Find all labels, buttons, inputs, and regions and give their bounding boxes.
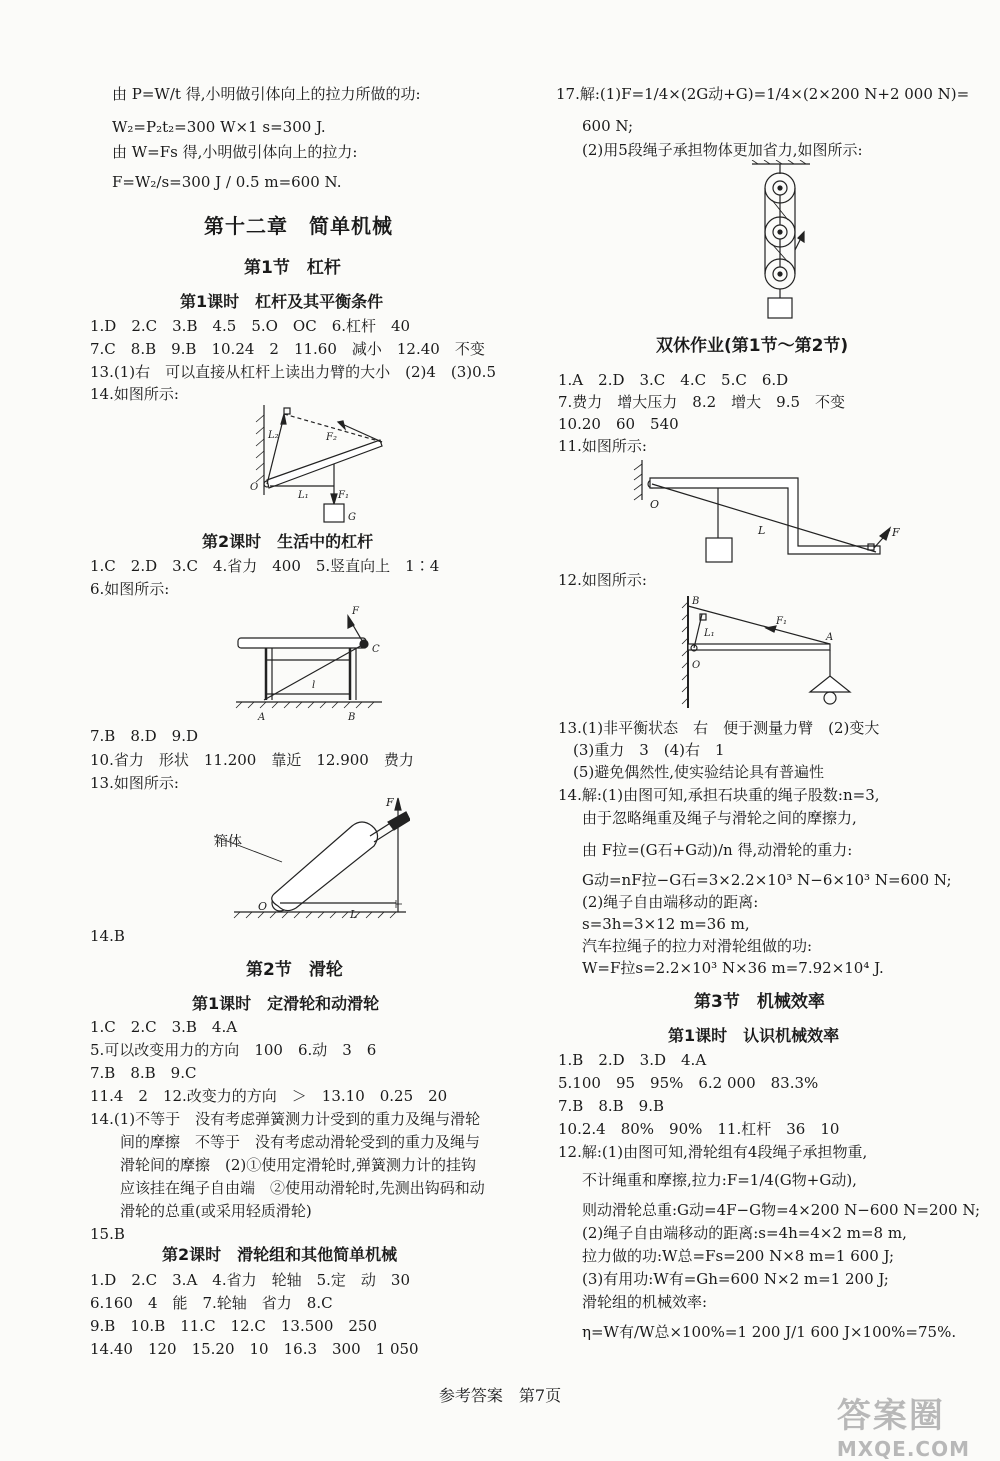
answer-line: 由于忽略绳重及绳子与滑轮之间的摩擦力, <box>582 809 857 827</box>
answer-line: 6.如图所示: <box>90 580 170 598</box>
answer-line: 14.(1)不等于 没有考虑弹簧测力计受到的重力及绳与滑轮 <box>90 1110 481 1128</box>
answer-line: 11.4 2 12.改变力的方向 ＞ 13.10 0.25 20 <box>90 1087 448 1105</box>
answer-line: 7.C 8.B 9.B 10.24 2 11.60 减小 12.40 不变 <box>90 340 485 358</box>
lever-diagram-14 <box>250 400 400 530</box>
label-B: B <box>348 712 356 723</box>
answer-line: 应该挂在绳子自由端 ②使用动滑轮时,先测出钩码和动 <box>90 1179 485 1197</box>
text-line: (2)用5段绳子承担物体更加省力,如图所示: <box>582 141 863 159</box>
table-lever-diagram-6 <box>232 598 392 723</box>
label-L2: L₂ <box>268 430 279 441</box>
answer-line: 13.(1)非平衡状态 右 便于测量力臂 (2)变大 <box>558 719 880 737</box>
answer-line: 由 F拉=(G石+G动)/n 得,动滑轮的重力: <box>582 841 853 859</box>
answer-line: 5.可以改变用力的方向 100 6.动 3 6 <box>90 1041 377 1059</box>
bent-lever-diagram-11 <box>628 456 908 576</box>
answer-line: W=F拉s=2.2×10³ N×36 m=7.92×10⁴ J. <box>582 959 884 977</box>
answer-line: 则动滑轮总重:G动=4F−G物=4×200 N−600 N=200 N; <box>582 1201 981 1219</box>
label-A: A <box>826 632 834 643</box>
label-F: F <box>892 526 900 539</box>
watermark-logo <box>837 1388 970 1461</box>
text-line: 600 N; <box>582 117 634 135</box>
text-line: 17.解:(1)F=1/4×(2G动+G)=1/4×(2×200 N+2 000 N)= <box>556 85 970 103</box>
watermark-bottom: MXQE.COM <box>836 1437 970 1461</box>
answer-line: 13.(1)右 可以直接从杠杆上读出力臂的大小 (2)4 (3)0.5 <box>90 363 496 381</box>
section-title: 第1节 杠杆 <box>244 258 341 278</box>
answer-line: 12.如图所示: <box>558 571 647 589</box>
chapter-title: 第十二章 简单机械 <box>204 214 393 238</box>
label-G: G <box>348 512 356 523</box>
answer-line: (3)有用功:W有=Gh=600 N×2 m=1 200 J; <box>582 1270 889 1288</box>
label-F2: F₂ <box>326 432 337 443</box>
answer-line: (2)绳子自由端移动的距离:s=4h=4×2 m=8 m, <box>582 1224 907 1242</box>
answer-line: 滑轮的总重(或采用轻质滑轮) <box>90 1202 312 1220</box>
label-L1: L₁ <box>298 490 309 501</box>
text-line: W₂=P₂t₂=300 W×1 s=300 J. <box>112 118 326 136</box>
answer-line: 7.B 8.D 9.D <box>90 727 199 745</box>
answer-line: 7.B 8.B 9.C <box>90 1064 197 1082</box>
lesson-title: 第1课时 认识机械效率 <box>668 1026 840 1045</box>
answer-line: 汽车拉绳子的拉力对滑轮组做的功: <box>582 937 813 955</box>
answer-line: 9.B 10.B 11.C 12.C 13.500 250 <box>90 1317 377 1335</box>
label-F1: F₁ <box>776 616 787 627</box>
answer-line: 滑轮组的机械效率: <box>582 1293 708 1311</box>
lesson-title: 第2课时 滑轮组和其他简单机械 <box>162 1245 398 1264</box>
answer-line: 15.B <box>90 1225 125 1243</box>
answer-line: η=W有/W总×100%=1 200 J/1 600 J×100%=75%. <box>582 1323 957 1341</box>
label-O: O <box>250 482 259 493</box>
label-F1: F₁ <box>338 490 349 501</box>
answer-line: 滑轮间的摩擦 (2)①使用定滑轮时,弹簧测力计的挂钩 <box>90 1156 477 1174</box>
label-F: F <box>352 606 359 617</box>
answer-line: 1.C 2.C 3.B 4.A <box>90 1018 238 1036</box>
label-O: O <box>650 498 660 511</box>
watermark-top: 答案圈 <box>836 1396 945 1436</box>
lesson-title: 第2课时 生活中的杠杆 <box>202 532 374 551</box>
answer-line: (2)绳子自由端移动的距离: <box>582 893 759 911</box>
page-footer: 参考答案 第7页 <box>438 1386 562 1405</box>
answer-line: 1.D 2.C 3.B 4.5 5.O OC 6.杠杆 40 <box>90 317 411 335</box>
answer-line: 1.A 2.D 3.C 4.C 5.C 6.D <box>558 371 789 389</box>
label-O: O <box>692 660 701 671</box>
answer-line: s=3h=3×12 m=36 m, <box>582 915 750 933</box>
answer-line: 1.C 2.D 3.C 4.省力 400 5.竖直向上 1∶4 <box>90 557 440 575</box>
answer-line: 14.B <box>90 927 125 945</box>
answer-line: G动=nF拉−G石=3×2.2×10³ N−6×10³ N=600 N; <box>582 871 952 889</box>
answer-line: 不计绳重和摩擦,拉力:F=1/4(G物+G动), <box>582 1171 857 1189</box>
text-line: 由 P=W/t 得,小明做引体向上的拉力所做的功: <box>112 85 421 103</box>
lesson-title: 第1课时 定滑轮和动滑轮 <box>192 994 380 1013</box>
lamp-lever-diagram-12 <box>680 592 860 712</box>
lesson-title: 第1课时 杠杆及其平衡条件 <box>180 292 384 311</box>
text-line: F=W₂/s=300 J / 0.5 m=600 N. <box>112 173 342 191</box>
section-title: 双休作业(第1节～第2节) <box>656 336 849 356</box>
answer-line: 5.100 95 95% 6.2 000 83.3% <box>558 1074 819 1092</box>
answer-line: 14.解:(1)由图可知,承担石块重的绳子股数:n=3, <box>558 786 880 804</box>
label-L: L <box>350 908 358 921</box>
label-O: O <box>258 900 268 913</box>
label-F: F <box>386 796 394 809</box>
label-A: A <box>258 712 266 723</box>
answer-line: 1.B 2.D 3.D 4.A <box>558 1051 707 1069</box>
answer-line: (3)重力 3 (4)右 1 <box>558 741 725 759</box>
answer-line: 14.如图所示: <box>90 385 179 403</box>
answer-line: 12.解:(1)由图可知,滑轮组有4段绳子承担物重, <box>558 1143 868 1161</box>
answer-line: 拉力做的功:W总=Fs=200 N×8 m=1 600 J; <box>582 1247 895 1265</box>
answer-line: 14.40 120 15.20 10 16.3 300 1 050 <box>90 1340 419 1358</box>
answer-line: 7.费力 增大压力 8.2 增大 9.5 不变 <box>558 393 846 411</box>
answer-line: 7.B 8.B 9.B <box>558 1097 665 1115</box>
answer-line: 1.D 2.C 3.A 4.省力 轮轴 5.定 动 30 <box>90 1271 410 1289</box>
section-title: 第3节 机械效率 <box>694 992 825 1012</box>
answer-line: (5)避免偶然性,使实验结论具有普遍性 <box>558 763 825 781</box>
answer-line: 13.如图所示: <box>90 774 179 792</box>
text-line: 由 W=Fs 得,小明做引体向上的拉力: <box>112 143 358 161</box>
label-C: C <box>372 644 380 655</box>
suitcase-diagram-13 <box>210 790 410 930</box>
label-L1: L₁ <box>704 628 715 639</box>
answer-line: 10.省力 形状 11.200 靠近 12.900 费力 <box>90 751 414 769</box>
label-L: L <box>758 524 766 537</box>
label-l: l <box>312 680 316 691</box>
answer-line: 10.2.4 80% 90% 11.杠杆 36 10 <box>558 1120 840 1138</box>
section-title: 第2节 滑轮 <box>246 960 343 980</box>
answer-line: 10.20 60 540 <box>558 415 679 433</box>
answer-line: 间的摩擦 不等于 没有考虑动滑轮受到的重力及绳与 <box>90 1133 481 1151</box>
label-B: B <box>692 596 700 607</box>
answer-line: 6.160 4 能 7.轮轴 省力 8.C <box>90 1294 333 1312</box>
pulley-diagram-17 <box>750 160 820 320</box>
box-label: 箱体 <box>214 834 242 850</box>
answer-line: 11.如图所示: <box>558 437 647 455</box>
